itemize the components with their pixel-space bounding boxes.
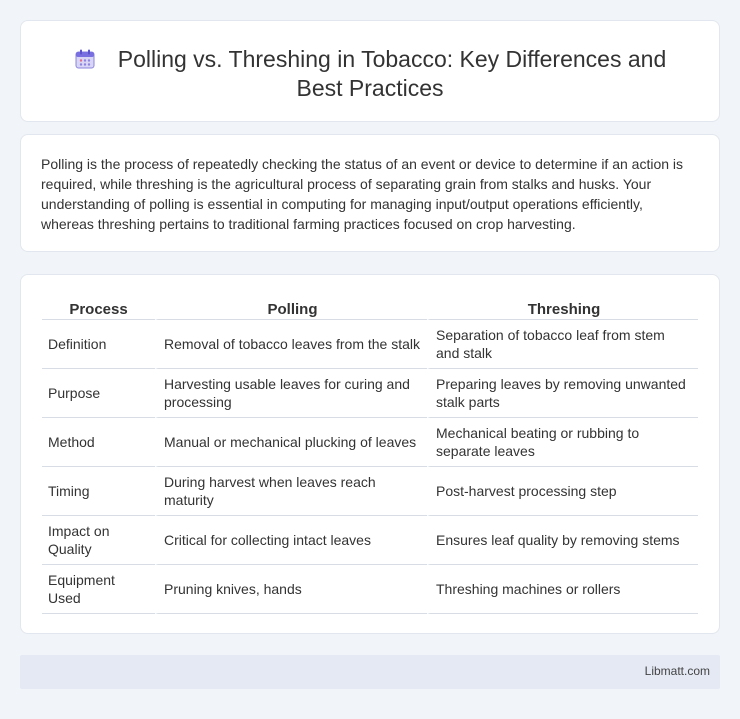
header-polling: Polling	[155, 296, 427, 320]
polling-cell: Manual or mechanical plucking of leaves	[155, 418, 427, 467]
header-process: Process	[42, 296, 155, 320]
comparison-card	[20, 274, 720, 634]
table-row	[42, 565, 698, 614]
title-wrap	[61, 45, 679, 103]
polling-cell: Critical for collecting intact leaves	[155, 516, 427, 565]
intro-card	[20, 134, 720, 252]
table-header-row	[42, 296, 698, 320]
table-row	[42, 320, 698, 369]
table-row	[42, 467, 698, 516]
threshing-cell: Ensures leaf quality by removing stems	[427, 516, 698, 565]
threshing-cell: Separation of tobacco leaf from stem and stalk	[427, 320, 698, 369]
page-title	[61, 45, 679, 103]
table-row	[42, 516, 698, 565]
polling-cell: Removal of tobacco leaves from the stalk	[155, 320, 427, 369]
row-label: Definition	[42, 320, 155, 369]
polling-cell: Harvesting usable leaves for curing and processing	[155, 369, 427, 418]
table-row	[42, 418, 698, 467]
row-label: Timing	[42, 467, 155, 516]
intro-paragraph: Polling is the process of repeatedly checking the status of an event or device to determine if an action is required, while threshing is the agricultural process of separating grain from stalks and husks. Your understanding of polling is essential in computing for managing input/output operations efficiently, whereas threshing pertains to traditional farming practices focused on crop harvesting.	[41, 156, 684, 232]
row-label: Purpose	[42, 369, 155, 418]
comparison-table	[42, 296, 698, 614]
page-title-text: Polling vs. Threshing in Tobacco: Key Differences and Best Practices	[117, 46, 667, 101]
polling-cell: During harvest when leaves reach maturity	[155, 467, 427, 516]
row-label: Method	[42, 418, 155, 467]
polling-cell: Pruning knives, hands	[155, 565, 427, 614]
table-row	[42, 369, 698, 418]
footer-bar	[20, 655, 720, 689]
threshing-cell: Mechanical beating or rubbing to separate leaves	[427, 418, 698, 467]
calendar-icon	[74, 48, 96, 70]
threshing-cell: Post-harvest processing step	[427, 467, 698, 516]
footer-brand[interactable]: Libmatt.com	[644, 664, 710, 678]
row-label: Impact on Quality	[42, 516, 155, 565]
header-card	[20, 20, 720, 122]
header-threshing: Threshing	[427, 296, 698, 320]
row-label: Equipment Used	[42, 565, 155, 614]
threshing-cell: Preparing leaves by removing unwanted stalk parts	[427, 369, 698, 418]
threshing-cell: Threshing machines or rollers	[427, 565, 698, 614]
